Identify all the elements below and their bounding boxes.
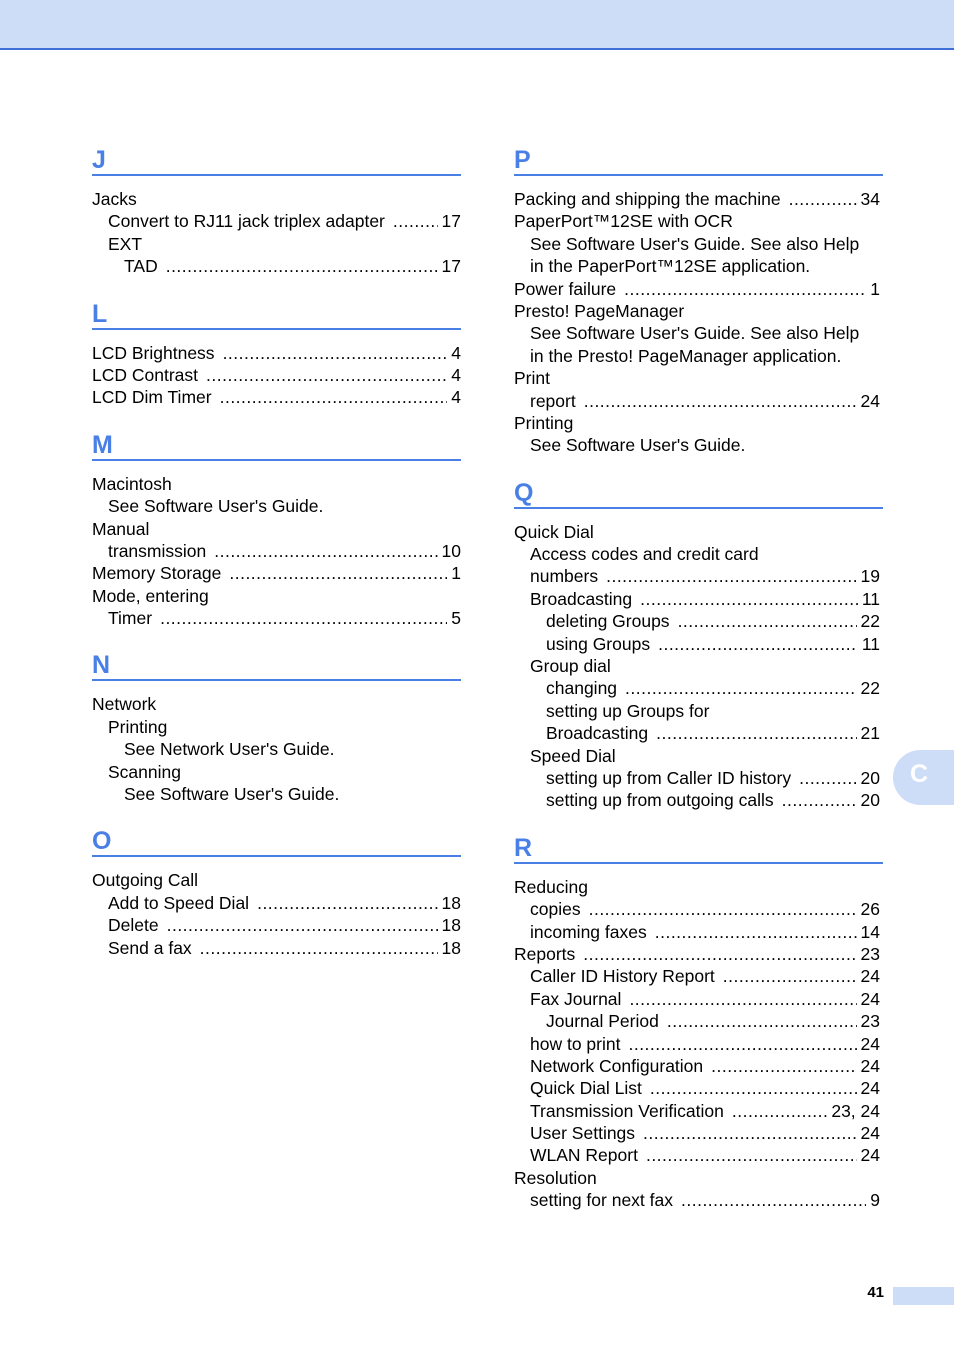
entry-term: LCD Brightness bbox=[92, 342, 215, 363]
entry-term: Send a fax bbox=[108, 937, 192, 958]
entry-page: 17 bbox=[441, 211, 461, 232]
dot-leader bbox=[220, 386, 448, 408]
dot-leader bbox=[656, 722, 856, 744]
dot-leader bbox=[229, 562, 447, 584]
entry-page: 26 bbox=[860, 899, 880, 920]
section-letter: N bbox=[92, 645, 461, 681]
page-number: 41 bbox=[867, 1284, 884, 1301]
entry-term: Power failure bbox=[514, 278, 617, 299]
index-entry bbox=[514, 988, 883, 1010]
index-entry bbox=[514, 633, 883, 655]
section-letter: Q bbox=[514, 473, 883, 509]
index-entry bbox=[92, 518, 461, 540]
entry-page: 24 bbox=[860, 390, 880, 411]
index-entry bbox=[92, 342, 461, 364]
entry-term: Timer bbox=[108, 608, 153, 629]
index-entry bbox=[514, 412, 883, 434]
dot-leader bbox=[678, 610, 857, 632]
index-entry bbox=[514, 722, 883, 744]
index-entry bbox=[514, 233, 883, 255]
index-entry bbox=[92, 716, 461, 738]
entry-term: Presto! PageManager bbox=[514, 300, 685, 321]
entry-page: 23, 24 bbox=[831, 1100, 880, 1121]
entry-term: setting up from Caller ID history bbox=[546, 767, 792, 788]
index-entry bbox=[92, 585, 461, 607]
index-entry bbox=[92, 693, 461, 715]
entry-page: 5 bbox=[451, 608, 461, 629]
dot-leader bbox=[650, 1077, 857, 1099]
index-entry bbox=[514, 1122, 883, 1144]
index-entry bbox=[92, 364, 461, 386]
entry-page: 18 bbox=[441, 937, 461, 958]
dot-leader bbox=[789, 188, 857, 210]
dot-leader bbox=[624, 278, 866, 300]
entry-term: Network Configuration bbox=[530, 1055, 704, 1076]
section-letter: R bbox=[514, 828, 883, 864]
entry-term: Quick Dial List bbox=[530, 1078, 642, 1099]
index-section-r bbox=[514, 828, 883, 1212]
entry-term: Print bbox=[514, 368, 550, 389]
index-entry bbox=[92, 540, 461, 562]
entry-term: LCD Contrast bbox=[92, 364, 199, 385]
chapter-tab bbox=[893, 750, 954, 805]
entry-term: See Software User's Guide. See also Help bbox=[530, 323, 860, 344]
index-entry bbox=[514, 1167, 883, 1189]
entry-page: 34 bbox=[860, 189, 880, 209]
index-entry bbox=[514, 300, 883, 322]
entry-page: 24 bbox=[860, 1055, 880, 1076]
index-entry bbox=[514, 745, 883, 767]
index-section-q bbox=[514, 473, 883, 812]
index-entry bbox=[514, 565, 883, 587]
dot-leader bbox=[206, 364, 447, 386]
dot-leader bbox=[166, 255, 438, 277]
header-band bbox=[0, 0, 954, 50]
chapter-tab-letter: C bbox=[910, 760, 929, 788]
entry-term: numbers bbox=[530, 566, 599, 587]
entry-term: See Software User's Guide. bbox=[108, 496, 324, 517]
dot-leader bbox=[667, 1010, 857, 1032]
index-entry bbox=[514, 188, 883, 210]
entry-term: changing bbox=[546, 678, 618, 699]
dot-leader bbox=[681, 1189, 866, 1211]
dot-leader bbox=[589, 898, 857, 920]
index-entry bbox=[92, 869, 461, 891]
dot-leader bbox=[711, 1055, 856, 1077]
index-entry bbox=[514, 543, 883, 565]
entry-term: See Software User's Guide. See also Help bbox=[530, 233, 860, 254]
entry-page: 4 bbox=[451, 387, 461, 408]
entry-term: using Groups bbox=[546, 633, 651, 654]
entry-term: Access codes and credit card bbox=[530, 544, 759, 565]
entry-term: Outgoing Call bbox=[92, 870, 199, 891]
entry-term: Fax Journal bbox=[530, 988, 622, 1009]
index-section-p bbox=[514, 140, 883, 457]
entry-term: Quick Dial bbox=[514, 521, 594, 542]
entry-term: Speed Dial bbox=[530, 745, 616, 766]
dot-leader bbox=[200, 937, 438, 959]
dot-leader bbox=[658, 633, 858, 655]
index-entry bbox=[514, 767, 883, 789]
entry-term: how to print bbox=[530, 1033, 621, 1054]
dot-leader bbox=[629, 988, 856, 1010]
dot-leader bbox=[257, 892, 437, 914]
entry-term: in the PaperPort™12SE application. bbox=[530, 256, 811, 277]
section-letter: M bbox=[92, 425, 461, 461]
entry-term: Scanning bbox=[108, 761, 181, 782]
index-entry bbox=[92, 937, 461, 959]
dot-leader bbox=[606, 565, 856, 587]
dot-leader bbox=[393, 210, 438, 232]
index-entry bbox=[514, 367, 883, 389]
index-entry bbox=[514, 322, 883, 344]
dot-leader bbox=[223, 342, 448, 364]
index-entry bbox=[514, 1055, 883, 1077]
index-entry bbox=[514, 610, 883, 632]
entry-term: Transmission Verification bbox=[530, 1100, 724, 1121]
entry-term: Macintosh bbox=[92, 473, 172, 494]
entry-term: EXT bbox=[108, 233, 143, 254]
index-entry bbox=[514, 521, 883, 543]
entry-page: 11 bbox=[861, 588, 880, 609]
entry-term: Reducing bbox=[514, 876, 588, 897]
entry-page: 17 bbox=[441, 256, 461, 277]
index-entry bbox=[514, 588, 883, 610]
entry-page: 24 bbox=[860, 1033, 880, 1054]
entry-term: See Software User's Guide. bbox=[530, 435, 746, 456]
entry-term: Printing bbox=[108, 716, 168, 737]
entry-term: setting up Groups for bbox=[546, 700, 710, 721]
entry-term: Printing bbox=[514, 412, 574, 433]
entry-term: Convert to RJ11 jack triplex adapter bbox=[108, 211, 385, 232]
dot-leader bbox=[646, 1144, 857, 1166]
index-entry bbox=[514, 390, 883, 412]
entry-term: incoming faxes bbox=[530, 921, 647, 942]
dot-leader bbox=[214, 540, 437, 562]
entry-page: 24 bbox=[860, 1123, 880, 1144]
index-entry bbox=[514, 876, 883, 898]
entry-page: 4 bbox=[451, 342, 461, 363]
entry-page: 23 bbox=[860, 1011, 880, 1032]
index-entry bbox=[92, 892, 461, 914]
index-section-l bbox=[92, 294, 461, 409]
entry-term: Reports bbox=[514, 943, 576, 964]
entry-term: Add to Speed Dial bbox=[108, 892, 250, 913]
section-letter: O bbox=[92, 821, 461, 857]
index-entry bbox=[514, 789, 883, 811]
entry-page: 14 bbox=[860, 921, 880, 942]
entry-page: 1 bbox=[451, 563, 461, 584]
index-entry bbox=[92, 255, 461, 277]
entry-page: 24 bbox=[860, 988, 880, 1009]
entry-page: 18 bbox=[441, 892, 461, 913]
entry-term: See Software User's Guide. bbox=[124, 784, 340, 805]
index-entry bbox=[514, 921, 883, 943]
index-entry bbox=[92, 783, 461, 805]
index-entry bbox=[92, 607, 461, 629]
dot-leader bbox=[723, 965, 857, 987]
entry-page: 22 bbox=[860, 611, 880, 632]
entry-term: transmission bbox=[108, 540, 207, 561]
index-entry bbox=[514, 345, 883, 367]
entry-page: 22 bbox=[860, 678, 880, 699]
index-entry bbox=[514, 255, 883, 277]
index-entry bbox=[514, 1033, 883, 1055]
entry-page: 19 bbox=[860, 566, 880, 587]
index-entry bbox=[514, 943, 883, 965]
dot-leader bbox=[583, 943, 856, 965]
entry-page: 10 bbox=[441, 540, 461, 561]
entry-term: Resolution bbox=[514, 1167, 597, 1188]
entry-page: 11 bbox=[861, 633, 880, 654]
index-entry bbox=[514, 677, 883, 699]
index-entry bbox=[514, 1077, 883, 1099]
entry-term: WLAN Report bbox=[530, 1145, 638, 1166]
index-entry bbox=[92, 738, 461, 760]
dot-leader bbox=[628, 1033, 856, 1055]
index-section-o bbox=[92, 821, 461, 959]
entry-term: copies bbox=[530, 899, 581, 920]
index-entry bbox=[514, 965, 883, 987]
entry-term: See Network User's Guide. bbox=[124, 739, 335, 760]
entry-term: setting up from outgoing calls bbox=[546, 790, 774, 811]
entry-term: Group dial bbox=[530, 656, 611, 677]
index-entry bbox=[92, 562, 461, 584]
index-column-right bbox=[514, 140, 883, 1228]
entry-term: Journal Period bbox=[546, 1011, 659, 1032]
dot-leader bbox=[160, 607, 447, 629]
entry-term: TAD bbox=[124, 256, 158, 277]
index-entry bbox=[514, 1189, 883, 1211]
entry-page: 24 bbox=[860, 1078, 880, 1099]
entry-term: Caller ID History Report bbox=[530, 966, 715, 987]
dot-leader bbox=[799, 767, 856, 789]
entry-term: in the Presto! PageManager application. bbox=[530, 345, 842, 366]
entry-term: report bbox=[530, 390, 576, 411]
entry-term: setting for next fax bbox=[530, 1190, 673, 1211]
index-entry bbox=[514, 655, 883, 677]
index-entry bbox=[92, 188, 461, 210]
index-entry bbox=[92, 233, 461, 255]
entry-term: User Settings bbox=[530, 1123, 636, 1144]
index-entry bbox=[514, 1100, 883, 1122]
dot-leader bbox=[732, 1100, 827, 1122]
entry-page: 24 bbox=[860, 966, 880, 987]
index-entry bbox=[514, 278, 883, 300]
entry-term: Manual bbox=[92, 518, 150, 539]
entry-term: Packing and shipping the machine bbox=[514, 189, 781, 209]
index-entry bbox=[514, 898, 883, 920]
entry-term: PaperPort™12SE with OCR bbox=[514, 211, 733, 232]
index-section-n bbox=[92, 645, 461, 805]
dot-leader bbox=[584, 390, 857, 412]
index-section-m bbox=[92, 425, 461, 630]
index-entry bbox=[92, 386, 461, 408]
dot-leader bbox=[655, 921, 857, 943]
dot-leader bbox=[643, 1122, 856, 1144]
entry-term: Mode, entering bbox=[92, 585, 209, 606]
section-letter: J bbox=[92, 140, 461, 176]
dot-leader bbox=[625, 677, 856, 699]
entry-page: 4 bbox=[451, 364, 461, 385]
entry-page: 24 bbox=[860, 1145, 880, 1166]
entry-term: deleting Groups bbox=[546, 611, 670, 632]
index-entry bbox=[514, 1144, 883, 1166]
index-entry bbox=[514, 434, 883, 456]
section-letter: L bbox=[92, 294, 461, 330]
index-entry bbox=[92, 914, 461, 936]
index-entry bbox=[92, 761, 461, 783]
entry-page: 20 bbox=[860, 790, 880, 811]
entry-term: Memory Storage bbox=[92, 563, 222, 584]
entry-term: Jacks bbox=[92, 189, 137, 209]
entry-page: 9 bbox=[870, 1190, 880, 1211]
entry-page: 20 bbox=[860, 767, 880, 788]
entry-page: 21 bbox=[860, 723, 880, 744]
index-entry bbox=[514, 1010, 883, 1032]
index-column-left bbox=[92, 140, 461, 975]
index-entry bbox=[92, 495, 461, 517]
entry-term: Broadcasting bbox=[530, 588, 633, 609]
index-entry bbox=[514, 210, 883, 232]
entry-term: Delete bbox=[108, 915, 159, 936]
index-entry bbox=[514, 700, 883, 722]
dot-leader bbox=[640, 588, 858, 610]
index-entry bbox=[92, 210, 461, 232]
entry-term: Network bbox=[92, 694, 157, 715]
dot-leader bbox=[782, 789, 857, 811]
entry-term: Broadcasting bbox=[546, 723, 649, 744]
index-section-j bbox=[92, 140, 461, 278]
dot-leader bbox=[167, 914, 438, 936]
section-letter: P bbox=[514, 140, 883, 176]
entry-page: 18 bbox=[441, 915, 461, 936]
page-number-bar bbox=[893, 1287, 954, 1305]
entry-page: 23 bbox=[860, 943, 880, 964]
entry-term: LCD Dim Timer bbox=[92, 387, 212, 408]
index-entry bbox=[92, 473, 461, 495]
entry-page: 1 bbox=[870, 278, 880, 299]
